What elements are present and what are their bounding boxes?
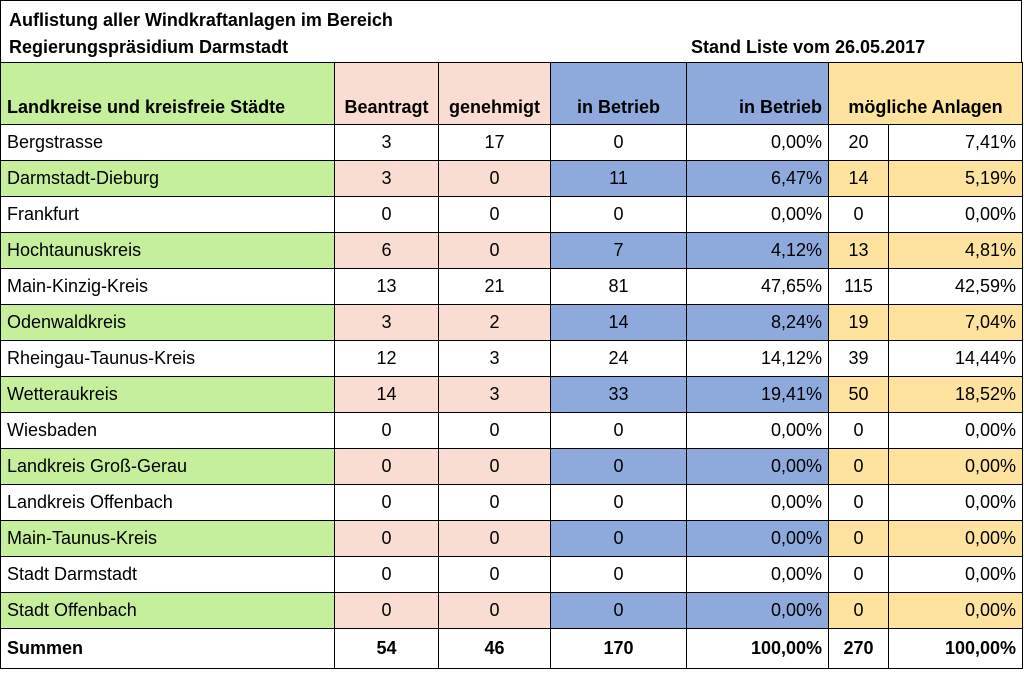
cell-genehmigt[interactable]: 0 <box>439 449 551 485</box>
cell-name[interactable]: Darmstadt-Dieburg <box>1 161 335 197</box>
cell-in-betrieb[interactable]: 0 <box>551 449 687 485</box>
cell-moegliche[interactable]: 0 <box>829 557 889 593</box>
cell-moegliche-pct[interactable]: 7,04% <box>889 305 1023 341</box>
cell-moegliche-pct[interactable]: 0,00% <box>889 449 1023 485</box>
cell-name[interactable]: Main-Kinzig-Kreis <box>1 269 335 305</box>
table-row <box>1 485 1023 521</box>
cell-in-betrieb-pct[interactable]: 4,12% <box>687 233 829 269</box>
cell-name[interactable]: Rheingau-Taunus-Kreis <box>1 341 335 377</box>
cell-name[interactable]: Wiesbaden <box>1 413 335 449</box>
cell-moegliche-pct[interactable]: 4,81% <box>889 233 1023 269</box>
cell-genehmigt[interactable]: 21 <box>439 269 551 305</box>
table-row <box>1 557 1023 593</box>
cell-moegliche[interactable]: 115 <box>829 269 889 305</box>
header-in-betrieb-pct[interactable]: in Betrieb <box>687 63 829 125</box>
cell-in-betrieb[interactable]: 33 <box>551 377 687 413</box>
cell-moegliche[interactable]: 50 <box>829 377 889 413</box>
cell-beantragt[interactable]: 3 <box>335 305 439 341</box>
cell-beantragt[interactable]: 0 <box>335 197 439 233</box>
cell-in-betrieb-pct[interactable]: 19,41% <box>687 377 829 413</box>
table-row <box>1 161 1023 197</box>
title-line-1: Auflistung aller Windkraftanlagen im Bereich <box>9 10 393 30</box>
cell-in-betrieb[interactable]: 0 <box>551 521 687 557</box>
table-body <box>1 125 1023 669</box>
sum-beantragt[interactable]: 54 <box>335 629 439 669</box>
cell-name[interactable]: Hochtaunuskreis <box>1 233 335 269</box>
table-row <box>1 341 1023 377</box>
cell-moegliche-pct[interactable]: 0,00% <box>889 521 1023 557</box>
cell-in-betrieb-pct[interactable]: 14,12% <box>687 341 829 377</box>
table-row <box>1 233 1023 269</box>
cell-moegliche-pct[interactable]: 0,00% <box>889 197 1023 233</box>
cell-beantragt[interactable]: 0 <box>335 449 439 485</box>
table-row <box>1 305 1023 341</box>
sum-genehmigt[interactable]: 46 <box>439 629 551 669</box>
cell-genehmigt[interactable]: 3 <box>439 377 551 413</box>
cell-name[interactable]: Main-Taunus-Kreis <box>1 521 335 557</box>
cell-genehmigt[interactable]: 0 <box>439 233 551 269</box>
cell-beantragt[interactable]: 0 <box>335 521 439 557</box>
table-row <box>1 377 1023 413</box>
cell-genehmigt[interactable]: 2 <box>439 305 551 341</box>
cell-in-betrieb[interactable]: 0 <box>551 485 687 521</box>
cell-moegliche-pct[interactable]: 0,00% <box>889 485 1023 521</box>
cell-in-betrieb[interactable]: 0 <box>551 125 687 161</box>
header-genehmigt[interactable]: genehmigt <box>439 63 551 125</box>
cell-genehmigt[interactable]: 0 <box>439 557 551 593</box>
cell-moegliche[interactable]: 0 <box>829 197 889 233</box>
title-block <box>0 0 1022 62</box>
stand-date: Stand Liste vom 26.05.2017 <box>691 37 926 57</box>
cell-beantragt[interactable]: 0 <box>335 557 439 593</box>
cell-moegliche[interactable]: 0 <box>829 521 889 557</box>
cell-genehmigt[interactable]: 0 <box>439 485 551 521</box>
cell-in-betrieb-pct[interactable]: 47,65% <box>687 269 829 305</box>
wind-turbines-table <box>0 62 1023 669</box>
sum-moegliche[interactable]: 270 <box>829 629 889 669</box>
cell-genehmigt[interactable]: 0 <box>439 413 551 449</box>
cell-genehmigt[interactable]: 3 <box>439 341 551 377</box>
table-row <box>1 269 1023 305</box>
cell-moegliche[interactable]: 19 <box>829 305 889 341</box>
cell-beantragt[interactable]: 3 <box>335 161 439 197</box>
table-row <box>1 593 1023 629</box>
cell-genehmigt[interactable]: 0 <box>439 197 551 233</box>
cell-moegliche-pct[interactable]: 42,59% <box>889 269 1023 305</box>
cell-in-betrieb-pct[interactable]: 8,24% <box>687 305 829 341</box>
cell-beantragt[interactable]: 0 <box>335 593 439 629</box>
header-in-betrieb[interactable]: in Betrieb <box>551 63 687 125</box>
cell-name[interactable]: Frankfurt <box>1 197 335 233</box>
header-row <box>1 63 1023 125</box>
cell-in-betrieb[interactable]: 0 <box>551 593 687 629</box>
cell-in-betrieb[interactable]: 7 <box>551 233 687 269</box>
cell-name[interactable]: Landkreis Offenbach <box>1 485 335 521</box>
cell-beantragt[interactable]: 6 <box>335 233 439 269</box>
cell-name[interactable]: Wetteraukreis <box>1 377 335 413</box>
cell-moegliche-pct[interactable]: 0,00% <box>889 593 1023 629</box>
cell-in-betrieb[interactable]: 0 <box>551 197 687 233</box>
cell-genehmigt[interactable]: 17 <box>439 125 551 161</box>
cell-in-betrieb[interactable]: 81 <box>551 269 687 305</box>
cell-genehmigt[interactable]: 0 <box>439 521 551 557</box>
cell-moegliche[interactable]: 0 <box>829 413 889 449</box>
table-row <box>1 449 1023 485</box>
cell-in-betrieb-pct[interactable]: 0,00% <box>687 557 829 593</box>
cell-name[interactable]: Stadt Darmstadt <box>1 557 335 593</box>
cell-moegliche[interactable]: 20 <box>829 125 889 161</box>
cell-in-betrieb-pct[interactable]: 0,00% <box>687 197 829 233</box>
header-moegliche[interactable]: mögliche Anlagen <box>829 63 1023 125</box>
title-line-2: Regierungspräsidium Darmstadt <box>9 37 289 57</box>
cell-genehmigt[interactable]: 0 <box>439 593 551 629</box>
cell-moegliche-pct[interactable]: 18,52% <box>889 377 1023 413</box>
cell-in-betrieb-pct[interactable]: 0,00% <box>687 449 829 485</box>
cell-moegliche-pct[interactable]: 5,19% <box>889 161 1023 197</box>
cell-in-betrieb-pct[interactable]: 0,00% <box>687 593 829 629</box>
cell-in-betrieb[interactable]: 0 <box>551 557 687 593</box>
cell-in-betrieb-pct[interactable]: 0,00% <box>687 413 829 449</box>
cell-moegliche-pct[interactable]: 14,44% <box>889 341 1023 377</box>
cell-moegliche[interactable]: 14 <box>829 161 889 197</box>
cell-moegliche[interactable]: 0 <box>829 593 889 629</box>
table-row <box>1 197 1023 233</box>
sum-in-betrieb-pct[interactable]: 100,00% <box>687 629 829 669</box>
cell-moegliche-pct[interactable]: 0,00% <box>889 557 1023 593</box>
table-row <box>1 125 1023 161</box>
table-row <box>1 521 1023 557</box>
cell-moegliche-pct[interactable]: 7,41% <box>889 125 1023 161</box>
cell-moegliche[interactable]: 13 <box>829 233 889 269</box>
sum-name[interactable]: Summen <box>1 629 335 669</box>
cell-name[interactable]: Stadt Offenbach <box>1 593 335 629</box>
cell-in-betrieb[interactable]: 0 <box>551 413 687 449</box>
cell-in-betrieb-pct[interactable]: 0,00% <box>687 125 829 161</box>
cell-genehmigt[interactable]: 0 <box>439 161 551 197</box>
sum-in-betrieb[interactable]: 170 <box>551 629 687 669</box>
cell-in-betrieb[interactable]: 24 <box>551 341 687 377</box>
cell-in-betrieb-pct[interactable]: 0,00% <box>687 521 829 557</box>
summen-row <box>1 629 1023 669</box>
cell-in-betrieb-pct[interactable]: 6,47% <box>687 161 829 197</box>
cell-beantragt[interactable]: 3 <box>335 125 439 161</box>
cell-beantragt[interactable]: 14 <box>335 377 439 413</box>
cell-beantragt[interactable]: 12 <box>335 341 439 377</box>
cell-name[interactable]: Bergstrasse <box>1 125 335 161</box>
cell-moegliche[interactable]: 0 <box>829 449 889 485</box>
cell-beantragt[interactable]: 0 <box>335 413 439 449</box>
cell-moegliche-pct[interactable]: 0,00% <box>889 413 1023 449</box>
header-name[interactable]: Landkreise und kreisfreie Städte <box>1 63 335 125</box>
cell-name[interactable]: Landkreis Groß-Gerau <box>1 449 335 485</box>
cell-in-betrieb[interactable]: 14 <box>551 305 687 341</box>
cell-in-betrieb-pct[interactable]: 0,00% <box>687 485 829 521</box>
cell-moegliche[interactable]: 0 <box>829 485 889 521</box>
cell-moegliche[interactable]: 39 <box>829 341 889 377</box>
cell-beantragt[interactable]: 0 <box>335 485 439 521</box>
cell-beantragt[interactable]: 13 <box>335 269 439 305</box>
header-beantragt[interactable]: Beantragt <box>335 63 439 125</box>
sum-moegliche-pct[interactable]: 100,00% <box>889 629 1023 669</box>
cell-name[interactable]: Odenwaldkreis <box>1 305 335 341</box>
table-row <box>1 413 1023 449</box>
cell-in-betrieb[interactable]: 11 <box>551 161 687 197</box>
